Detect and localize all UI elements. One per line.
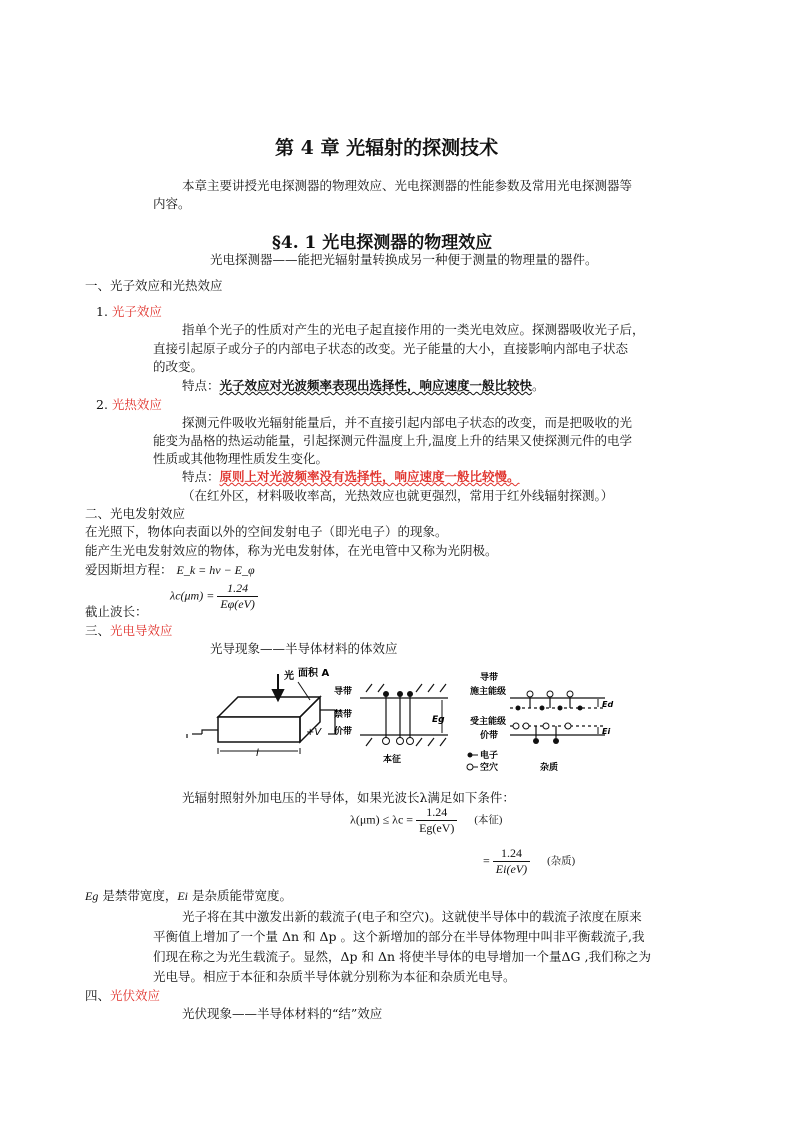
part2-p1: 在光照下，物体向表面以外的空间发射电子（即光电子）的现象。 xyxy=(85,524,448,539)
sub2-p1: 探测元件吸收光辐射能量后，并不直接引起内部电子状态的改变，而是把吸收的光 xyxy=(182,415,633,430)
eq1-fraction xyxy=(416,805,457,836)
sub1-heading xyxy=(96,302,162,320)
fig-ed: Ed xyxy=(602,700,614,709)
intro-line-2: 内容。 xyxy=(153,196,191,211)
sub2-heading xyxy=(96,395,162,413)
fig-cond-band: 导带 xyxy=(334,687,353,697)
intrinsic-carriers xyxy=(383,691,414,745)
cutoff-formula xyxy=(170,581,258,612)
fig-hole: 空穴 xyxy=(480,763,499,773)
pc-desc: 光导现象——半导体材料的体效应 xyxy=(210,641,398,656)
einstein-label: 爱因斯坦方程： xyxy=(85,562,173,577)
sub1-p3: 的改变。 xyxy=(153,359,204,374)
eq2-den: Ei(eV) xyxy=(495,862,528,876)
ei-sym: Ei xyxy=(177,889,188,903)
part4-prefix: 四、 xyxy=(85,988,111,1003)
ei-def-text: 是杂质能带宽度。 xyxy=(188,888,292,903)
sub1-feature-line xyxy=(182,376,545,394)
pc-p1: 光子将在其中激发出新的载流子(电子和空穴)。这就使半导体中的载流子浓度在原来 xyxy=(182,909,642,924)
fig-impurity: 杂质 xyxy=(540,763,559,773)
part3-heading xyxy=(85,621,173,639)
sub2-feature: 原则上对光波频率没有选择性，响应速度一般比较慢。 xyxy=(219,469,520,484)
section-title: §4. 1 光电探测器的物理效应 xyxy=(272,233,493,253)
sub1-feature: 光子效应对光波频率表现出选择性，响应速度一般比较快 xyxy=(219,378,533,393)
eq2-equals: = xyxy=(483,853,490,868)
condition-text: 光辐射照射外加电压的半导体，如果光波长λ满足如下条件： xyxy=(182,790,515,805)
sub1-feature-end: 。 xyxy=(532,378,545,393)
part4-heading xyxy=(85,986,160,1004)
legend-electron-dot xyxy=(468,753,473,758)
sub1-title: 光子效应 xyxy=(111,304,162,319)
part2-p2: 能产生光电发射效应的物体，称为光电发射体，在光电管中又称为光阴极。 xyxy=(85,543,498,558)
length-marker xyxy=(218,748,300,754)
semiconductor-block xyxy=(218,697,320,742)
eq1-lhs: λ(μm) ≤ λc = xyxy=(350,812,414,827)
eq1-num: 1.24 xyxy=(416,805,457,821)
part1-heading: 一、光子效应和光热效应 xyxy=(85,278,223,293)
cutoff-label: 截止波长： xyxy=(85,604,148,619)
eq1-note: (本征) xyxy=(474,815,503,827)
fig-acceptor: 受主能级 xyxy=(470,717,507,727)
fig-val-band: 价带 xyxy=(334,727,353,737)
definition: 光电探测器——能把光辐射量转换成另一种便于测量的物理量的器件。 xyxy=(210,252,598,267)
cutoff-fraction xyxy=(217,581,258,612)
fig-electron: 电子 xyxy=(480,751,499,761)
fig-val-band2: 价带 xyxy=(480,731,499,741)
fig-light-label: 光 xyxy=(284,671,294,682)
part2-heading: 二、光电发射效应 xyxy=(85,506,186,521)
fig-forbid-band: 禁带 xyxy=(334,710,353,720)
fig-intrinsic: 本征 xyxy=(383,755,402,765)
part3-prefix: 三、 xyxy=(85,623,111,638)
sub2-title: 光热效应 xyxy=(111,397,162,412)
part3-title: 光电导效应 xyxy=(110,623,173,638)
eq2-note: (杂质) xyxy=(547,856,576,868)
sub1-p1: 指单个光子的性质对产生的光电子起直接作用的一类光电效应。探测器吸收光子后， xyxy=(182,322,645,337)
chapter-title: 第 4 章 光辐射的探测技术 xyxy=(275,137,499,159)
eq2-num: 1.24 xyxy=(493,846,530,862)
eg-sym: Eg xyxy=(85,889,99,903)
photoconductor-figure xyxy=(180,662,620,777)
legend-hole-dot xyxy=(467,764,473,770)
eg-definition xyxy=(85,886,292,904)
einstein-formula: E_k = hν − E_φ xyxy=(176,563,255,577)
pc-p3: 们现在称之为光生载流子。显然，Δp 和 Δn 将使半导体的电导增加一个量ΔG ,我们称之为 xyxy=(153,949,651,964)
cutoff-lhs: λc(μm) = xyxy=(170,588,215,603)
cutoff-num: 1.24 xyxy=(217,581,258,597)
fig-donor: 施主能级 xyxy=(470,687,507,697)
sub2-feature-line xyxy=(182,467,520,485)
eq2-fraction xyxy=(493,846,530,877)
intro-line-1: 本章主要讲授光电探测器的物理效应、光电探测器的性能参数及常用光电探测器等 xyxy=(182,178,633,193)
part4-title: 光伏效应 xyxy=(110,988,161,1003)
eg-def-text: 是禁带宽度， xyxy=(98,888,178,903)
fig-eg: Eg xyxy=(432,715,445,725)
sub2-p3: 性质或其他物理性质发生变化。 xyxy=(153,451,329,466)
sub2-num: 2. xyxy=(96,397,108,412)
eq1-den: Eg(eV) xyxy=(419,821,455,835)
cutoff-den: Eφ(eV) xyxy=(220,597,255,611)
fig-cond-band2: 导带 xyxy=(480,673,499,683)
impurity-carriers xyxy=(513,691,583,744)
fig-area-label: 面积 A xyxy=(298,668,330,679)
impurity-bands xyxy=(510,698,605,738)
fig-ei: Ei xyxy=(602,727,611,736)
pc-p2: 平衡值上增加了一个量 Δn 和 Δp 。这个新增加的部分在半导体物理中叫非平衡载流子,我 xyxy=(153,929,645,944)
einstein-line xyxy=(85,560,255,578)
sub1-p2: 直接引起原子或分子的内部电子状态的改变。光子能量的大小，直接影响内部电子状态 xyxy=(153,341,629,356)
pv-desc: 光伏现象——半导体材料的“结”效应 xyxy=(182,1006,383,1021)
equation-impurity xyxy=(483,846,575,877)
pc-p4: 光电导。相应于本征和杂质半导体就分别称为本征和杂质光电导。 xyxy=(153,969,516,984)
sub1-num: 1. xyxy=(96,304,108,319)
sub2-note: （在红外区，材料吸收率高，光热效应也就更强烈，常用于红外线辐射探测。） xyxy=(182,488,614,503)
sub2-feature-label: 特点： xyxy=(182,469,220,484)
sub2-p2: 能变为晶格的热运动能量，引起探测元件温度上升,温度上升的结果又使探测元件的电学 xyxy=(153,433,632,448)
sub1-feature-label: 特点： xyxy=(182,378,220,393)
fig-len-label: l xyxy=(256,748,259,759)
light-arrow xyxy=(273,674,283,700)
equation-intrinsic xyxy=(350,805,502,836)
fig-volt-label: +V xyxy=(306,727,322,738)
